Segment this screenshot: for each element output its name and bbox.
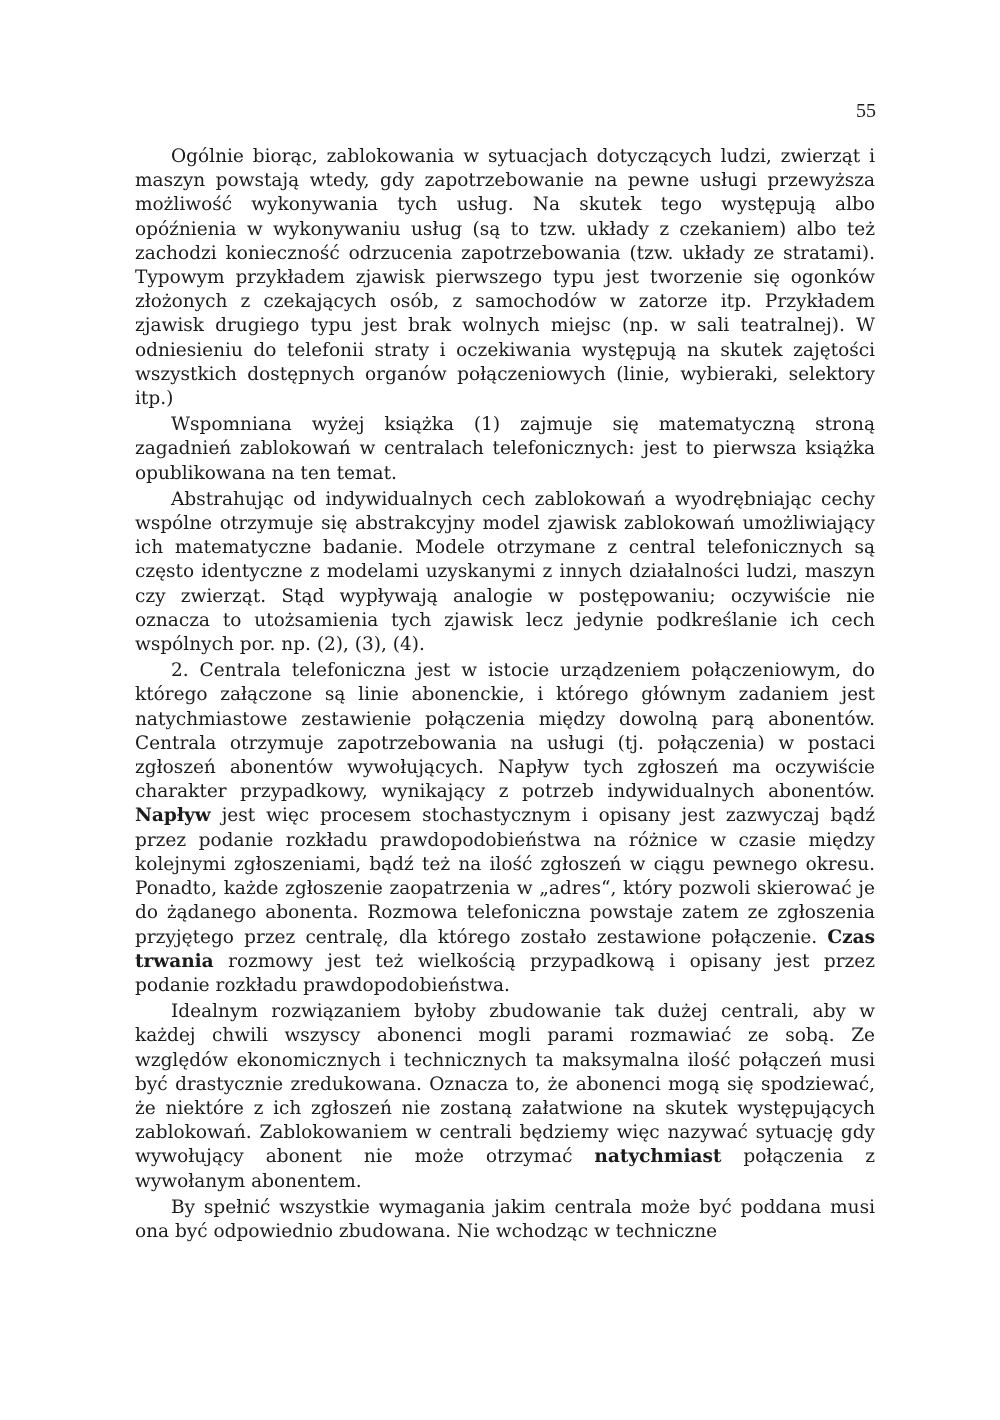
paragraph-3 <box>135 488 875 657</box>
paragraph-4 <box>135 659 875 998</box>
text-segment: jest więc procesem stochastycznym i opisany jest zazwyczaj bądź przez podanie rozkładu prawdopodobieństwa na różnice w czasie między kolejnymi zgłoszeniami, bądź też na ilość zgłoszeń w ciągu pewnego okresu. Ponadto, każde zgłoszenie zaopatrzenia w „adres“, który pozwoli skierować je do żądanego abonenta. Rozmowa telefoniczna powstaje zatem ze zgłoszenia przyjętego przez centralę, dla którego zostało zestawione połączenie. <box>135 805 875 948</box>
text-segment: Abstrahując od indywidualnych cech zablokowań a wyodrębniając cechy wspólne otrzymuje się abstrakcyjny model zjawisk zablokowań umożliwiający ich matematyczne badanie. Modele otrzymane z central telefonicznych są często identyczne z modelami uzyskanymi z innych działalności ludzi, maszyn czy zwierząt. Stąd wypływają analogie w postępowaniu; oczywiście nie oznacza to utożsamienia tych zjawisk lecz jedynie podkreślanie ich cech wspólnych por. np. (2), (3), (4). <box>135 488 875 656</box>
text-segment: 2. Centrala telefoniczna jest w istocie urządzeniem połączeniowym, do którego załączone są linie abonenckie, i którego głównym zadaniem jest natychmiastowe zestawienie połączenia między dowolną parą abonentów. Centrala otrzymuje zapotrzebowania na usługi (tj. połączenia) w postaci zgłoszeń abonentów wywołujących. Napływ tych zgłoszeń ma oczywiście charakter przypadkowy, wynikający z potrzeb indywidualnych abonentów. <box>135 660 875 803</box>
paragraph-1 <box>135 145 875 411</box>
page-number: 55 <box>856 100 876 122</box>
text-segment: By spełnić wszystkie wymagania jakim centrala może być poddana musi ona być odpowiednio zbudowana. Nie wchodząc w techniczne <box>135 1196 875 1242</box>
bold-term-natychmiast: natychmiast <box>594 1146 722 1168</box>
bold-term-czas-trwania: Czas trwania <box>135 926 875 972</box>
text-segment: Wspomniana wyżej książka (1) zajmuje się matematyczną stroną zagadnień zablokowań w centralach telefonicznych: jest to pierwsza książka opublikowana na ten temat. <box>135 414 875 484</box>
text-segment: Idealnym rozwiązaniem byłoby zbudowanie tak dużej centrali, aby w każdej chwili wszyscy abonenci mogli parami rozmawiać ze sobą. Ze względów ekonomicznych i technicznych ta maksymalna ilość połączeń musi być drastycznie zredukowana. Oznacza to, że abonenci mogą się spodziewać, że niektóre z ich zgłoszeń nie zostaną załatwione na skutek występujących zablokowań. Zablokowaniem w centrali będziemy więc nazywać sytuację gdy wywołujący abonent nie może otrzymać <box>135 1001 875 1168</box>
paragraph-2 <box>135 413 875 486</box>
paragraph-6 <box>135 1196 875 1244</box>
text-segment: połączenia z wywołanym abonentem. <box>135 1146 875 1192</box>
text-segment: rozmowy jest też wielkością przypadkową i opisany jest przez podanie rozkładu prawdopodobieństwa. <box>135 950 875 996</box>
text-segment: Ogólnie biorąc, zablokowania w sytuacjach dotyczących ludzi, zwierząt i maszyn powstają wtedy, gdy zapotrzebowanie na pewne usługi przewyższa możliwość wykonywania tych usług. Na skutek tego występują albo opóźnienia w wykonywaniu usług (są to tzw. układy z czekaniem) albo też zachodzi konieczność odrzucenia zapotrzebowania (tzw. układy ze stratami). Typowym przykładem zjawisk pierwszego typu jest tworzenie się ogonków złożonych z czekających osób, z samochodów w zatorze itp. Przykładem zjawisk drugiego typu jest brak wolnych miejsc (np. w sali teatralnej). W odniesieniu do telefonii straty i oczekiwania występują na skutek zajętości wszystkich dostępnych organów połączeniowych (linie, wybieraki, selektory itp.) <box>135 146 875 410</box>
paragraph-5 <box>135 1000 875 1194</box>
bold-term-naplyw: Napływ <box>135 805 211 827</box>
body-text <box>135 145 875 1246</box>
